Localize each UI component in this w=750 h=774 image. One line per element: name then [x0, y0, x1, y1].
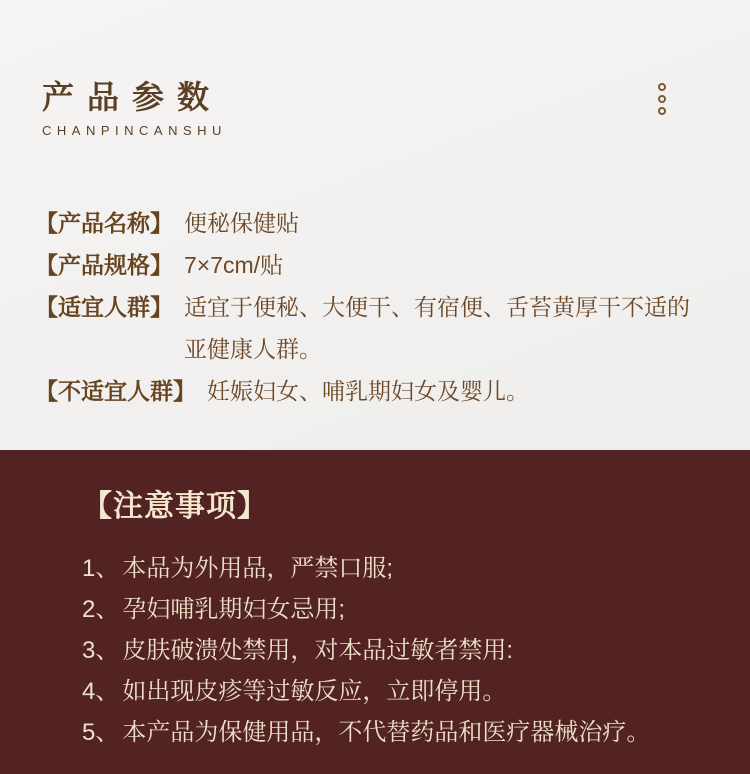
- param-label: 【适宜人群】: [35, 294, 173, 321]
- notice-item-number: 2、: [82, 595, 120, 623]
- param-value: 适宜于便秘、大便干、有宿便、舌苔黄厚干不适的亚健康人群。: [184, 294, 690, 363]
- notice-item-number: 4、: [82, 677, 120, 705]
- param-value: 7×7cm/贴: [184, 252, 284, 279]
- notice-heading: 【注意事项】: [82, 490, 268, 523]
- param-value: 妊娠妇女、哺乳期妇女及婴儿。: [207, 378, 529, 405]
- notice-item: [82, 630, 710, 671]
- param-row-product-name: [35, 202, 720, 244]
- param-label: 【产品规格】: [35, 252, 173, 279]
- param-label: 【产品名称】: [35, 210, 173, 237]
- notice-item-text: 孕妇哺乳期妇女忌用;: [122, 595, 346, 623]
- param-row-unsuitable-people: [35, 370, 720, 412]
- param-value: 便秘保健贴: [184, 210, 299, 237]
- notice-item-text: 本品为外用品，严禁口服;: [122, 554, 394, 582]
- param-row-product-spec: [35, 244, 720, 286]
- notice-list: [82, 548, 710, 753]
- notice-item-number: 3、: [82, 636, 120, 664]
- param-label: 【不适宜人群】: [35, 378, 196, 405]
- notice-item: [82, 671, 710, 712]
- notice-item-number: 5、: [82, 718, 120, 746]
- notice-item-text: 皮肤破溃处禁用，对本品过敏者禁用:: [122, 636, 514, 664]
- dot-icon: [658, 107, 666, 115]
- product-params-list: [35, 202, 720, 412]
- dot-icon: [658, 83, 666, 91]
- notice-item: [82, 589, 710, 630]
- page-title: 产品参数: [42, 79, 223, 115]
- notice-panel: [0, 450, 750, 774]
- notice-item: [82, 548, 710, 589]
- notice-item-number: 1、: [82, 554, 120, 582]
- notice-item-text: 本产品为保健用品，不代替药品和医疗器械治疗。: [122, 718, 651, 746]
- notice-item: [82, 712, 710, 753]
- notice-item-text: 如出现皮疹等过敏反应，立即停用。: [122, 677, 507, 705]
- three-dots-icon: [658, 83, 666, 115]
- section-header: [42, 80, 750, 138]
- param-row-suitable-people: [35, 286, 720, 370]
- page-subtitle: CHANPINCANSHU: [42, 123, 227, 139]
- dot-icon: [658, 95, 666, 103]
